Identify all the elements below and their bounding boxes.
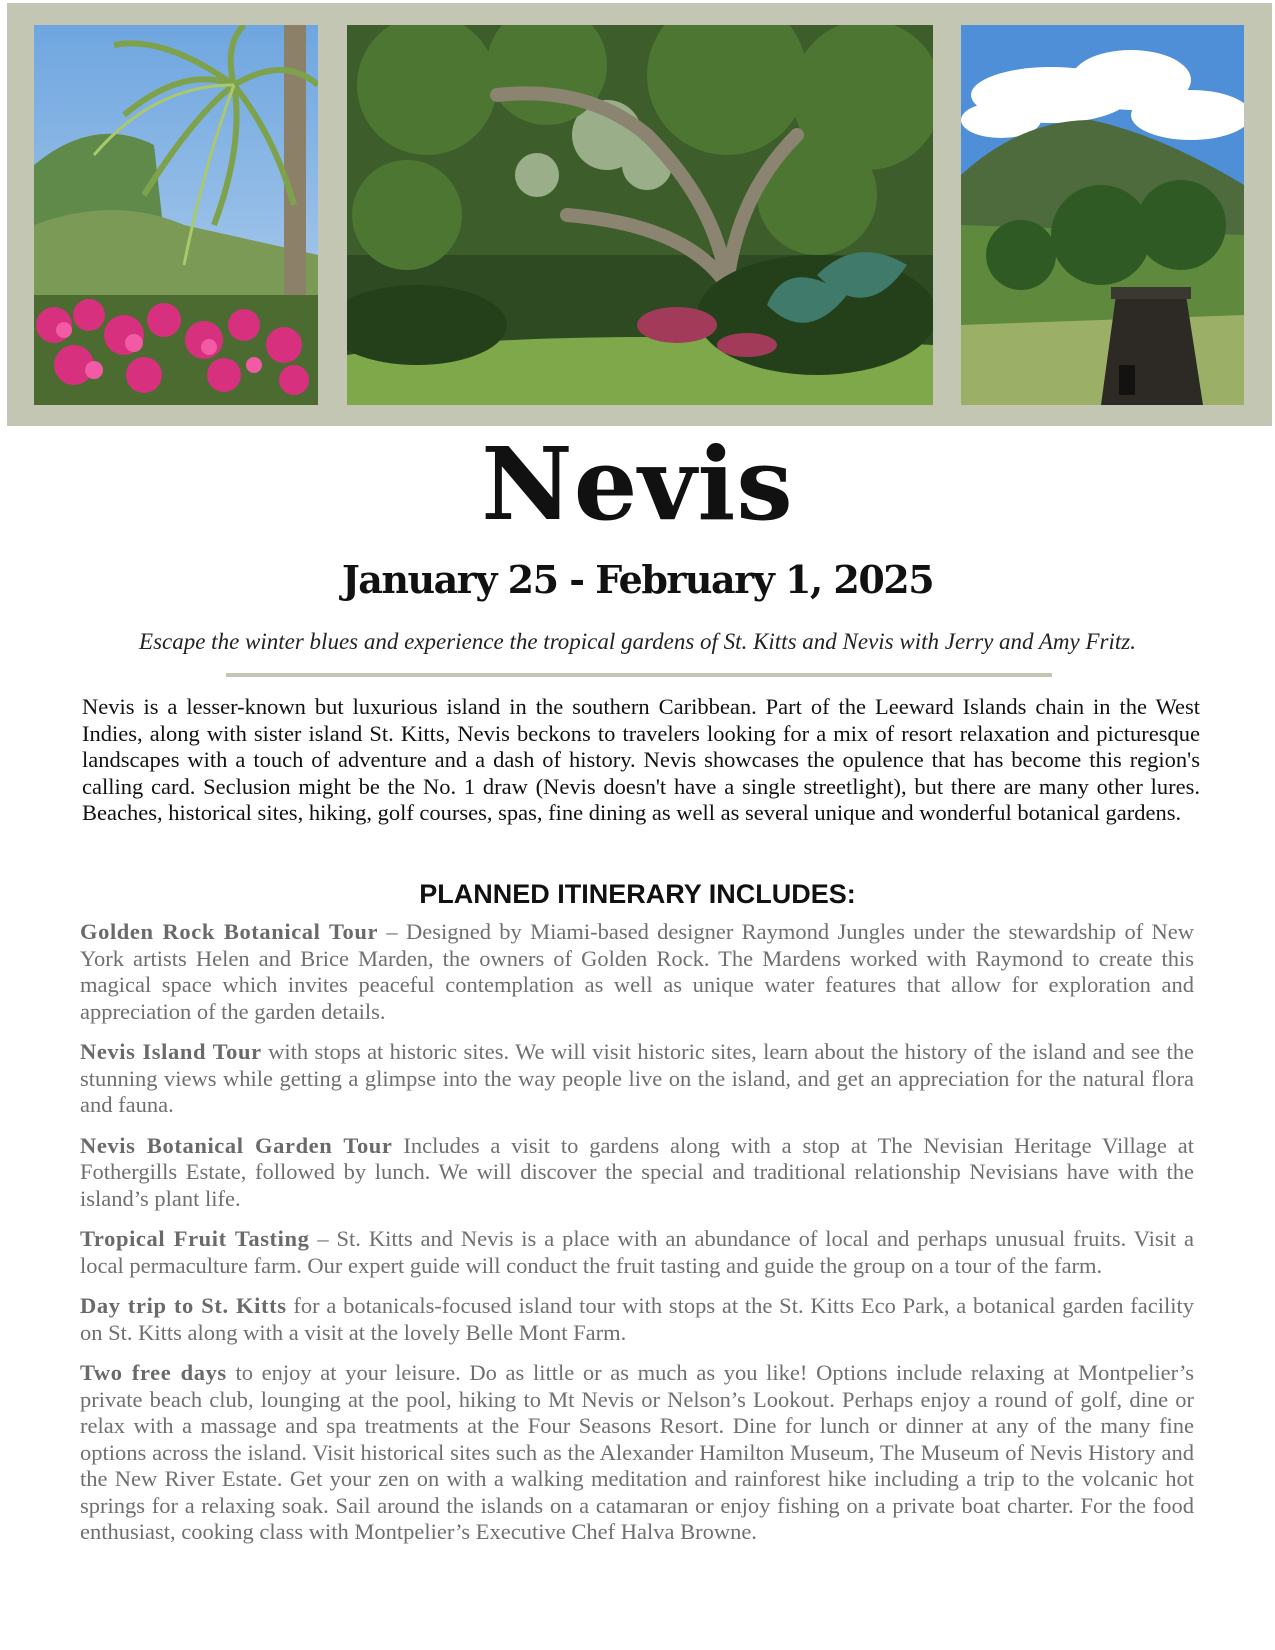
itinerary-item-description: for a botanicals-focused island tour with stops at the St. Kitts Eco Park, a botanical garden facility on St. Kitts along with a visit at the lovely Belle Mont Farm.	[80, 1293, 1194, 1345]
itinerary-item-st-kitts	[80, 1293, 1194, 1346]
itinerary-item-title: Tropical Fruit Tasting	[80, 1226, 310, 1251]
trip-dates: January 25 - February 1, 2025	[341, 557, 934, 602]
itinerary-item-description: – Designed by Miami-based designer Raymond Jungles under the stewardship of New York artists Helen and Brice Marden, the owners of Golden Rock. The Mardens worked with Raymond to create this magical space which invites peaceful contemplation as well as unique water features that allow for exploration and appreciation of the garden details.	[80, 919, 1194, 1024]
garden-tree-photo	[347, 25, 933, 405]
itinerary-item-title: Nevis Botanical Garden Tour	[80, 1132, 393, 1158]
itinerary-item-description: to enjoy at your leisure. Do as little or as much as you like! Options include relaxing at Montpelier’s private beach club, lounging at the pool, hiking to Mt Nevis or Nelson’s Lookout. Perhaps enjoy a round of golf, dine or relax with a massage and spa treatments at the Four Seasons Resort. Dine for lunch or dinner at any of the many fine options across the island. Visit historical sites such as the Alexander Hamilton Museum, The Museum of Nevis History and the New River Estate. Get your zen on with a walking meditation and rainforest hike including a trip to the volcanic hot springs for a relaxing soak. Sail around the islands on a catamaran or enjoy fishing on a private boat charter. For the food enthusiast, cooking class with Montpelier’s Executive Chef Halva Browne.	[80, 1360, 1194, 1544]
tagline: Escape the winter blues and experience the tropical gardens of St. Kitts and Nevis with Jerry and Amy Fritz.	[139, 629, 1136, 654]
itinerary-list	[80, 919, 1194, 1560]
itinerary-item-island-tour	[80, 1039, 1194, 1119]
divider-rule	[226, 673, 1052, 677]
itinerary-item-free-days	[80, 1360, 1194, 1546]
itinerary-heading: PLANNED ITINERARY INCLUDES:	[419, 879, 856, 909]
itinerary-item-description: Includes a visit to gardens along with a stop at The Nevisian Heritage Village at Fothergills Estate, followed by lunch. We will discover the special and traditional relationship Nevisians have with the island’s plant life.	[80, 1132, 1194, 1211]
photo-band	[7, 3, 1272, 426]
itinerary-item-description: with stops at historic sites. We will visit historic sites, learn about the history of the island and see the stunning views while getting a glimpse into the way people live on the island, and get an appreciation for the natural flora and fauna.	[80, 1039, 1194, 1117]
itinerary-item-botanical-garden	[80, 1133, 1194, 1213]
itinerary-item-description: – St. Kitts and Nevis is a place with an abundance of local and perhaps unusual fruits. Visit a local permaculture farm. Our expert guide will conduct the fruit tasting and guide the group on a tour of the farm.	[80, 1226, 1194, 1278]
mountain-and-sugar-mill-photo	[961, 25, 1244, 405]
itinerary-item-title: Two free days	[80, 1360, 227, 1385]
itinerary-item-title: Day trip to St. Kitts	[80, 1293, 287, 1318]
itinerary-item-title: Golden Rock Botanical Tour	[80, 919, 379, 944]
palm-and-bougainvillea-photo	[34, 25, 318, 405]
itinerary-item-fruit-tasting	[80, 1226, 1194, 1279]
itinerary-item-title: Nevis Island Tour	[80, 1039, 262, 1064]
page-title: Nevis	[481, 425, 794, 543]
itinerary-item-golden-rock	[80, 919, 1194, 1025]
intro-paragraph: Nevis is a lesser-known but luxurious island in the southern Caribbean. Part of the Leeward Islands chain in the West Indies, along with sister island St. Kitts, Nevis beckons to travelers looking for a mix of resort relaxation and picturesque landscapes with a touch of adventure and a dash of history. Nevis showcases the opulence that has become this region's calling card. Seclusion might be the No. 1 draw (Nevis doesn't have a single streetlight), but there are many other lures. Beaches, historical sites, hiking, golf courses, spas, fine dining as well as several unique and wonderful botanical gardens.	[82, 694, 1200, 825]
